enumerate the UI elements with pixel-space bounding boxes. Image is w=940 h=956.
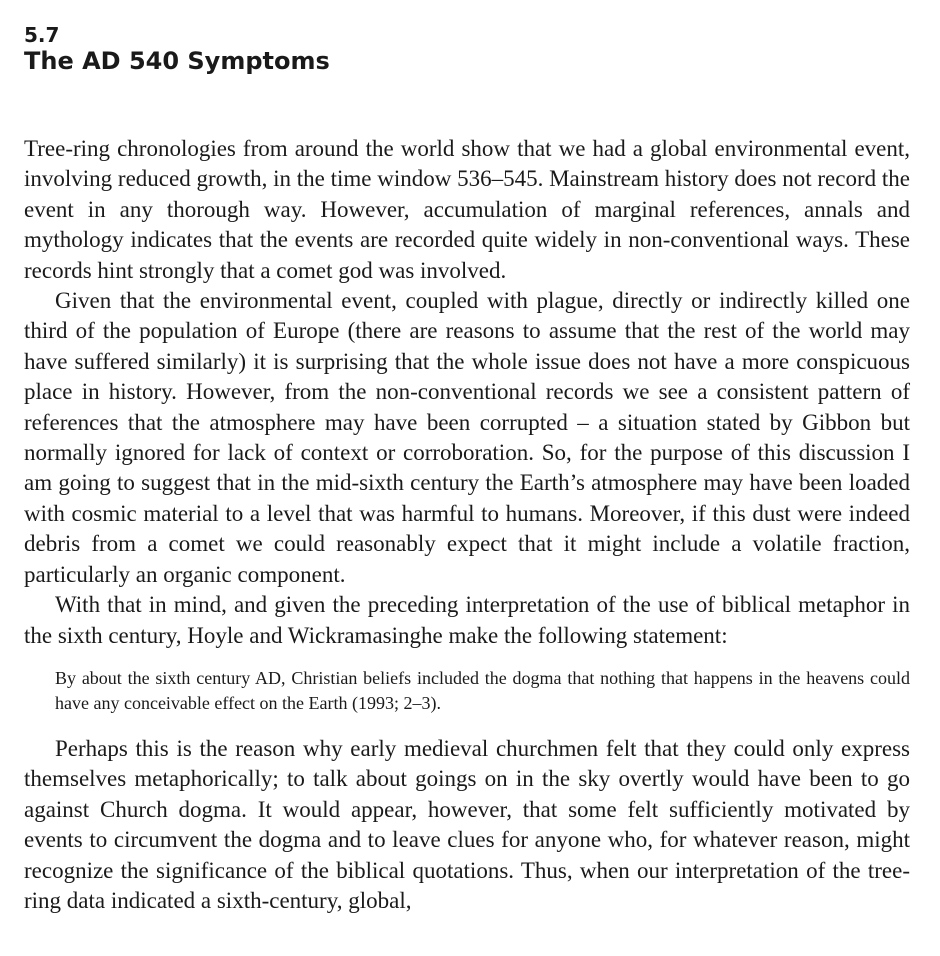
paragraph-4: Perhaps this is the reason why early medieval churchmen felt that they could only express themselves metaphorically; to talk about goings on in the sky overtly would have been to go against Church dogma. It would appear, however, that some felt sufficiently motivated by events to circumvent the dogma and to leave clues for anyone who, for whatever reason, might recognize the significance of the biblical quotations. Thus, when our interpretation of the tree-ring data indicated a sixth-century, global, (24, 735, 910, 913)
paragraph-2: Given that the environmental event, coupled with plague, directly or indirectly killed one third of the population of Europe (there are reasons to assume that the rest of the world may have suffered similarly) it is surprising that the whole issue does not have a more conspicuous place in history. However, from the non-conventional records we see a consistent pattern of references that the atmosphere may have been corrupted – a situation stated by Gibbon but normally ignored for lack of context or corroboration. So, for the purpose of this discussion I am going to suggest that in the mid-sixth century the Earth’s atmosphere may have been loaded with cosmic material to a level that was harmful to humans. Moreover, if this dust were indeed debris from a comet we could reasonably expect that it might include a volatile fraction, particularly an organic component. (24, 288, 910, 587)
paragraph-3: With that in mind, and given the preceding interpretation of the use of biblical metaphor in the sixth century, Hoyle and Wickramasinghe make the following statement: (24, 592, 910, 648)
paragraph-1: Tree-ring chronologies from around the world show that we had a global environmental event, involving reduced growth, in the time window 536–545. Mainstream history does not record the event in any thorough way. However, accumulation of marginal references, annals and mythology indicates that the events are recorded quite widely in non-conventional ways. These records hint strongly that a comet god was involved. (24, 136, 910, 283)
block-quote: By about the sixth century AD, Christian beliefs included the dogma that nothing that happens in the heavens could have any conceivable effect on the Earth (1993; 2–3). (55, 667, 910, 713)
section-number: 5.7 (24, 23, 60, 47)
book-page (24, 24, 910, 916)
section-title: The AD 540 Symptoms (24, 47, 330, 75)
